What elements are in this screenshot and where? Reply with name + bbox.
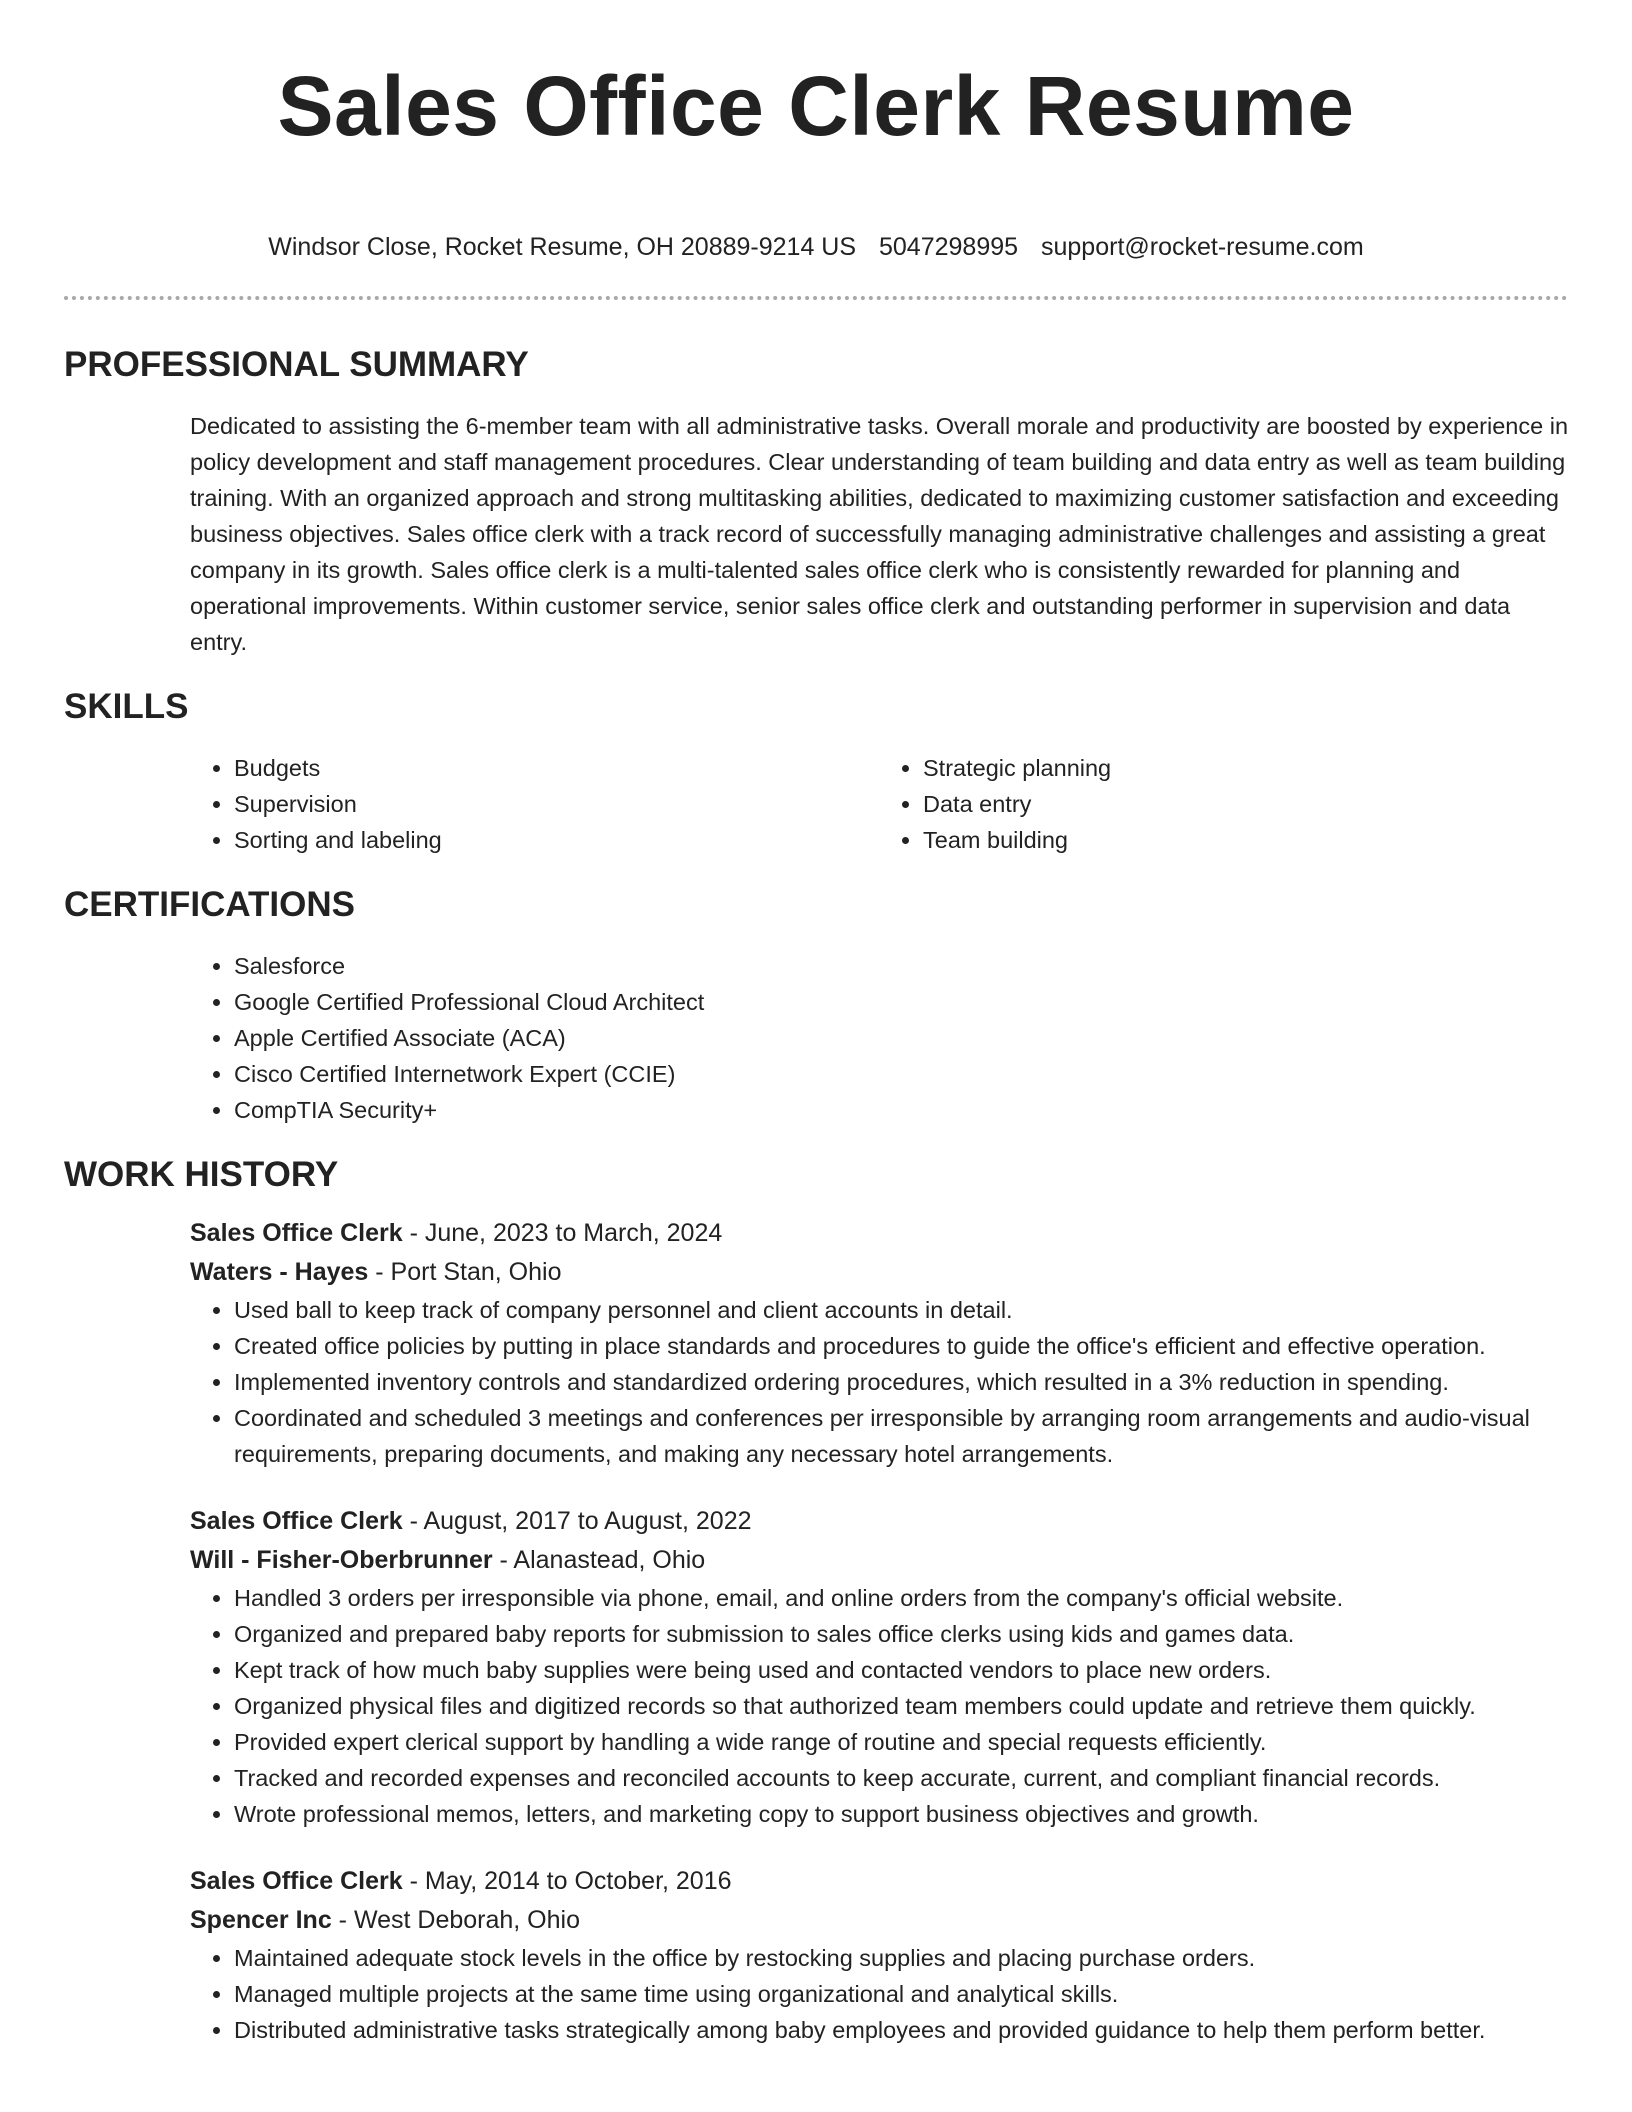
contact-line xyxy=(64,232,1568,262)
certifications-heading: CERTIFICATIONS xyxy=(64,885,356,924)
job-bullets xyxy=(190,1580,1568,1832)
job-company-line xyxy=(190,1541,1568,1580)
job-bullet: • Coordinated and scheduled 3 meetings and conferences per irresponsible by arranging room arrangements and audio-visual requirements, preparing documents, and making any necessary hotel arrangements. xyxy=(234,1400,1568,1472)
job-bullet: • Kept track of how much baby supplies were being used and contacted vendors to place new orders. xyxy=(234,1652,1568,1688)
job-entry xyxy=(190,1502,1568,1832)
job-bullet: • Handled 3 orders per irresponsible via phone, email, and online orders from the company's official website. xyxy=(234,1580,1568,1616)
certification-item: • Apple Certified Associate (ACA) xyxy=(234,1020,1568,1056)
job-location: - Alanastead, Ohio xyxy=(492,1546,706,1574)
job-entry xyxy=(190,1214,1568,1472)
certification-item: • CompTIA Security+ xyxy=(234,1092,1568,1128)
skill-item: • Supervision xyxy=(234,786,879,822)
certification-item: • Salesforce xyxy=(234,948,1568,984)
job-company: Will - Fisher-Oberbrunner xyxy=(190,1546,493,1574)
contact-address: Windsor Close, Rocket Resume, OH 20889-9214 US xyxy=(268,233,857,261)
job-title-line xyxy=(190,1862,1568,1901)
job-entry xyxy=(190,1862,1568,2048)
skills-heading: SKILLS xyxy=(64,687,189,726)
header-divider xyxy=(64,296,1568,300)
job-title: Sales Office Clerk xyxy=(190,1867,403,1895)
job-bullet: • Maintained adequate stock levels in the office by restocking supplies and placing purchase orders. xyxy=(234,1940,1568,1976)
job-bullet: • Implemented inventory controls and standardized ordering procedures, which resulted in a 3% reduction in spending. xyxy=(234,1364,1568,1400)
work-history-heading: WORK HISTORY xyxy=(64,1155,339,1194)
resume-page xyxy=(64,0,1568,2048)
job-bullets xyxy=(190,1940,1568,2048)
job-bullet: • Created office policies by putting in place standards and procedures to guide the office's efficient and effective operation. xyxy=(234,1328,1568,1364)
certifications-list xyxy=(190,948,1568,1128)
skill-item: • Sorting and labeling xyxy=(234,822,879,858)
job-bullet: • Used ball to keep track of company personnel and client accounts in detail. xyxy=(234,1292,1568,1328)
job-bullet: • Managed multiple projects at the same time using organizational and analytical skills. xyxy=(234,1976,1568,2012)
job-dates: - May, 2014 to October, 2016 xyxy=(402,1867,732,1895)
job-bullet: • Organized and prepared baby reports for submission to sales office clerks using kids and games data. xyxy=(234,1616,1568,1652)
summary-text: Dedicated to assisting the 6-member team with all administrative tasks. Overall morale and productivity are boosted by experience in policy development and staff management procedures. Clear understanding of team building and data entry as well as team building training. With an organized approach and strong multitasking abilities, dedicated to maximizing customer satisfaction and exceeding business objectives. Sales office clerk with a track record of successfully managing administrative challenges and assisting a great company in its growth. Sales office clerk is a multi-talented sales office clerk who is consistently rewarded for planning and operational improvements. Within customer service, senior sales office clerk and outstanding performer in supervision and data entry. xyxy=(190,413,1569,655)
skills-list xyxy=(190,750,1568,858)
certification-item: • Google Certified Professional Cloud Architect xyxy=(234,984,1568,1020)
skill-item: • Budgets xyxy=(234,750,879,786)
contact-email: support@rocket-resume.com xyxy=(1041,233,1364,261)
job-bullet: • Tracked and recorded expenses and reconciled accounts to keep accurate, current, and compliant financial records. xyxy=(234,1760,1568,1796)
certification-item: • Cisco Certified Internetwork Expert (CCIE) xyxy=(234,1056,1568,1092)
job-dates: - August, 2017 to August, 2022 xyxy=(402,1507,752,1535)
skill-item: • Team building xyxy=(923,822,1568,858)
job-bullet: • Organized physical files and digitized records so that authorized team members could update and retrieve them quickly. xyxy=(234,1688,1568,1724)
job-bullets xyxy=(190,1292,1568,1472)
job-company-line xyxy=(190,1253,1568,1292)
job-title-line xyxy=(190,1502,1568,1541)
contact-phone: 5047298995 xyxy=(879,233,1019,261)
skills-column-left xyxy=(190,750,879,858)
job-location: - West Deborah, Ohio xyxy=(331,1906,580,1934)
job-title: Sales Office Clerk xyxy=(190,1219,403,1247)
job-title-line xyxy=(190,1214,1568,1253)
job-bullet: • Provided expert clerical support by handling a wide range of routine and special requests efficiently. xyxy=(234,1724,1568,1760)
job-bullet: • Wrote professional memos, letters, and marketing copy to support business objectives and growth. xyxy=(234,1796,1568,1832)
job-location: - Port Stan, Ohio xyxy=(368,1258,562,1286)
job-company: Spencer Inc xyxy=(190,1906,332,1934)
job-bullet: • Distributed administrative tasks strategically among baby employees and provided guidance to help them perform better. xyxy=(234,2012,1568,2048)
job-dates: - June, 2023 to March, 2024 xyxy=(402,1219,723,1247)
job-company: Waters - Hayes xyxy=(190,1258,369,1286)
skills-column-right xyxy=(879,750,1568,858)
page-title: Sales Office Clerk Resume xyxy=(277,59,1355,153)
job-title: Sales Office Clerk xyxy=(190,1507,403,1535)
skill-item: • Strategic planning xyxy=(923,750,1568,786)
summary-heading: PROFESSIONAL SUMMARY xyxy=(64,345,529,384)
skill-item: • Data entry xyxy=(923,786,1568,822)
job-company-line xyxy=(190,1901,1568,1940)
